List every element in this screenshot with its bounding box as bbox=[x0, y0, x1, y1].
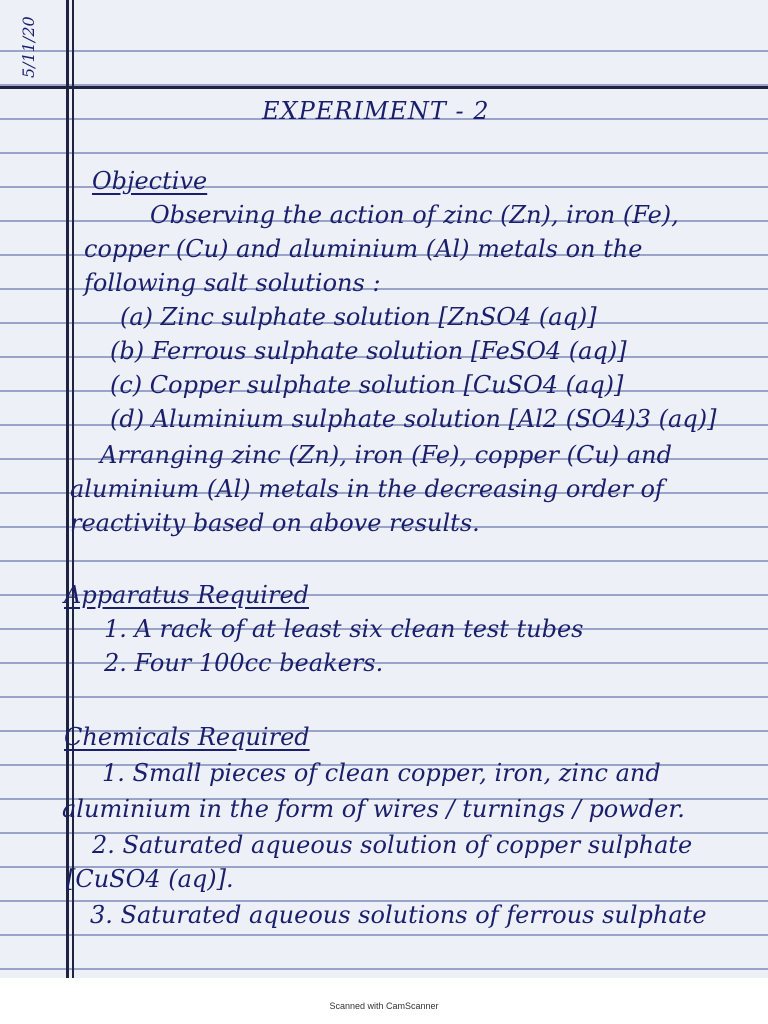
objective-line: following salt solutions : bbox=[84, 269, 381, 297]
chemicals-line: 1. Small pieces of clean copper, iron, zinc and bbox=[102, 759, 661, 787]
scanner-watermark: Scanned with CamScanner bbox=[329, 1001, 439, 1011]
objective-heading: Objective bbox=[92, 167, 208, 195]
chemicals-line: aluminium in the form of wires / turnings / powder. bbox=[62, 795, 685, 823]
chemicals-line: [CuSO4 (aq)]. bbox=[66, 865, 234, 893]
objective-line: Arranging zinc (Zn), iron (Fe), copper (Cu) and bbox=[100, 441, 672, 469]
apparatus-item: 1. A rack of at least six clean test tubes bbox=[104, 615, 584, 643]
header-rule bbox=[0, 86, 768, 89]
date-note: 5/11/20 bbox=[19, 16, 38, 78]
chemicals-line: 2. Saturated aqueous solution of copper sulphate bbox=[92, 831, 693, 859]
objective-line: copper (Cu) and aluminium (Al) metals on the bbox=[84, 235, 643, 263]
objective-line: (a) Zinc sulphate solution [ZnSO4 (aq)] bbox=[120, 303, 597, 331]
objective-line: reactivity based on above results. bbox=[70, 509, 480, 537]
objective-line: aluminium (Al) metals in the decreasing order of bbox=[70, 475, 664, 503]
objective-line: Observing the action of zinc (Zn), iron (Fe), bbox=[150, 201, 679, 229]
objective-line: (c) Copper sulphate solution [CuSO4 (aq)] bbox=[110, 371, 624, 399]
chemicals-heading: Chemicals Required bbox=[64, 723, 310, 751]
apparatus-item: 2. Four 100cc beakers. bbox=[104, 649, 384, 677]
chemicals-line: 3. Saturated aqueous solutions of ferrous sulphate bbox=[90, 901, 707, 929]
page-title: EXPERIMENT - 2 bbox=[262, 97, 490, 125]
objective-line: (b) Ferrous sulphate solution [FeSO4 (aq)] bbox=[110, 337, 627, 365]
margin-line bbox=[66, 0, 69, 978]
objective-line: (d) Aluminium sulphate solution [Al2 (SO4)3 (aq)] bbox=[110, 405, 717, 433]
apparatus-heading: Apparatus Required bbox=[64, 581, 310, 609]
